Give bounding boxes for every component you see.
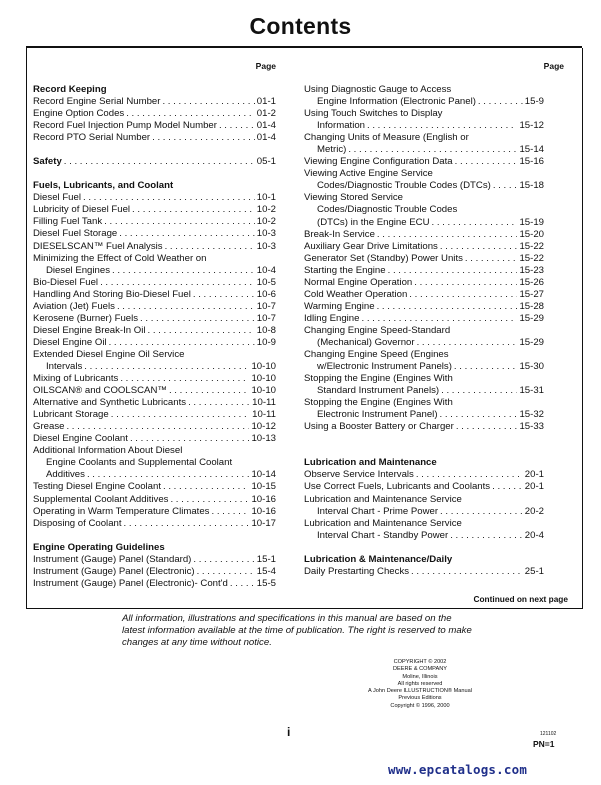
- toc-entry[interactable]: [304, 397, 544, 409]
- publication-notice: All information, illustrations and specifications in this manual are based on the latest information available at the time of publication. The right is reserved to make changes at any time without notice.: [122, 613, 472, 648]
- toc-entry-page: 10-5: [256, 276, 276, 288]
- copyright-line: All rights reserved: [397, 680, 443, 687]
- toc-entry[interactable]: [304, 373, 544, 385]
- dot-leader: [117, 301, 255, 313]
- toc-entry-page: 15-5: [256, 577, 276, 589]
- toc-entry[interactable]: [33, 566, 276, 578]
- toc-section-heading[interactable]: [33, 542, 276, 554]
- toc-entry[interactable]: [33, 120, 276, 132]
- toc-entry-title: Viewing Engine Configuration Data: [304, 156, 453, 168]
- toc-section-heading[interactable]: [304, 457, 544, 469]
- toc-entry-page: 10-16: [251, 505, 276, 517]
- toc-entry-title: OILSCAN® and COOLSCAN™: [33, 385, 167, 397]
- toc-entry-page: 01-2: [256, 108, 276, 120]
- dot-leader: [100, 277, 255, 289]
- dot-leader: [478, 96, 523, 108]
- toc-entry-title: Engine Option Codes: [33, 108, 125, 120]
- copyright-line: Previous Editions: [398, 695, 442, 702]
- toc-entry-title: Use Correct Fuels, Lubricants and Coolants: [304, 481, 491, 493]
- toc-entry-page: 15-4: [256, 565, 276, 577]
- toc-entry[interactable]: [304, 530, 544, 542]
- dot-leader: [409, 289, 517, 301]
- toc-entry-page: 10-10: [251, 373, 276, 385]
- toc-entry-page: 15-14: [519, 144, 544, 156]
- page-number: i: [287, 725, 291, 739]
- toc-entry-title: Alternative and Synthetic Lubricants: [33, 397, 187, 409]
- toc-entry-page: 10-17: [251, 517, 276, 529]
- toc-entry-title: Record Fuel Injection Pump Model Number: [33, 120, 217, 132]
- toc-entry[interactable]: [33, 132, 276, 144]
- toc-entry-page: 10-11: [252, 409, 276, 421]
- toc-entry[interactable]: [304, 566, 544, 578]
- toc-entry[interactable]: [304, 217, 544, 229]
- toc-entry-title: Diesel Engine Coolant: [33, 433, 128, 445]
- toc-entry-title: Information: [317, 120, 365, 132]
- toc-entry-page: 10-9: [256, 336, 276, 348]
- toc-entry-title: Changing Engine Speed (Engines: [304, 349, 449, 361]
- left-toc-list: [33, 84, 276, 590]
- toc-entry-title: Observe Service Intervals: [304, 469, 414, 481]
- dot-leader: [197, 566, 255, 578]
- toc-entry-title: Minimizing the Effect of Cold Weather on: [33, 252, 207, 264]
- section-gap: [304, 542, 544, 554]
- toc-entry-page: 20-2: [524, 505, 544, 517]
- toc-entry[interactable]: [304, 180, 544, 192]
- toc-entry[interactable]: [33, 506, 276, 518]
- toc-entry-title: Diesel Engine Oil: [33, 336, 107, 348]
- toc-entry[interactable]: [33, 481, 276, 493]
- dot-leader: [163, 481, 249, 493]
- toc-entry[interactable]: [33, 289, 276, 301]
- toc-entry[interactable]: [304, 253, 544, 265]
- toc-entry-title: Standard Instrument Panels): [317, 385, 440, 397]
- dot-leader: [188, 397, 250, 409]
- toc-entry-title: Metric): [317, 144, 347, 156]
- toc-entry-page: 10-15: [251, 481, 276, 493]
- dot-leader: [87, 469, 250, 481]
- dot-leader: [440, 506, 523, 518]
- toc-entry[interactable]: [33, 265, 276, 277]
- toc-entry-page: 10-10: [251, 385, 276, 397]
- toc-entry-title: Daily Prestarting Checks: [304, 565, 410, 577]
- toc-entry-title: Using Diagnostic Gauge to Access: [304, 84, 452, 95]
- dot-leader: [432, 217, 518, 229]
- toc-entry-title: Idling Engine: [304, 312, 360, 324]
- toc-entry[interactable]: [33, 337, 276, 349]
- toc-entry[interactable]: [33, 325, 276, 337]
- toc-entry[interactable]: [304, 325, 544, 337]
- toc-entry-title: w/Electronic Instrument Panels): [317, 361, 452, 373]
- dot-leader: [111, 409, 250, 421]
- dot-leader: [124, 518, 250, 530]
- toc-entry-page: 01-4: [256, 132, 276, 144]
- toc-entry[interactable]: [33, 494, 276, 506]
- toc-entry-title: Lubrication and Maintenance: [304, 457, 437, 469]
- toc-entry[interactable]: [33, 216, 276, 228]
- toc-entry[interactable]: [33, 554, 276, 566]
- dot-leader: [169, 385, 249, 397]
- dot-leader: [492, 481, 523, 493]
- toc-entry-page: 10-1: [256, 192, 276, 204]
- dot-leader: [417, 337, 518, 349]
- toc-section-heading[interactable]: [33, 84, 276, 96]
- page-title: Contents: [249, 13, 352, 39]
- toc-entry-page: 15-32: [519, 409, 544, 421]
- toc-entry-title: Engine Coolants and Supplemental Coolant: [46, 457, 233, 469]
- section-gap: [33, 530, 276, 542]
- dot-leader: [66, 421, 249, 433]
- dot-leader: [152, 132, 255, 144]
- toc-entry-title: (DTCs) in the Engine ECU: [317, 216, 430, 228]
- toc-entry-title: Engine Information (Electronic Panel): [317, 96, 476, 108]
- toc-entry[interactable]: [304, 144, 544, 156]
- toc-entry-title: Using Touch Switches to Display: [304, 108, 443, 120]
- dot-leader: [211, 506, 249, 518]
- toc-entry[interactable]: [33, 241, 276, 253]
- toc-entry[interactable]: [33, 313, 276, 325]
- dot-leader: [455, 156, 518, 168]
- toc-entry[interactable]: [304, 156, 544, 168]
- toc-entry-page: 10-12: [251, 421, 276, 433]
- toc-entry-page: 10-11: [252, 397, 276, 409]
- toc-entry[interactable]: [33, 301, 276, 313]
- toc-entry-title: (Mechanical) Governor: [317, 336, 415, 348]
- toc-entry[interactable]: [33, 469, 276, 481]
- dot-leader: [361, 313, 517, 325]
- toc-entry-page: 20-1: [524, 469, 544, 481]
- toc-entry-title: Using a Booster Battery or Charger: [304, 421, 454, 433]
- toc-entry[interactable]: [304, 494, 544, 506]
- toc-entry-title: Disposing of Coolant: [33, 517, 122, 529]
- toc-entry[interactable]: [304, 409, 544, 421]
- dot-leader: [104, 216, 255, 228]
- toc-entry[interactable]: [304, 301, 544, 313]
- toc-entry[interactable]: [33, 96, 276, 108]
- toc-entry-page: 15-29: [519, 312, 544, 324]
- toc-entry[interactable]: [304, 481, 544, 493]
- dot-leader: [112, 265, 255, 277]
- toc-entry[interactable]: [33, 578, 276, 590]
- toc-entry[interactable]: [33, 253, 276, 265]
- dot-leader: [465, 253, 518, 265]
- toc-entry-page: 15-28: [519, 300, 544, 312]
- toc-entry[interactable]: [304, 313, 544, 325]
- toc-entry-page: 10-2: [256, 204, 276, 216]
- toc-entry-page: 15-9: [524, 96, 544, 108]
- toc-entry-title: Diesel Engines: [46, 264, 110, 276]
- toc-entry[interactable]: [304, 506, 544, 518]
- toc-entry-page: 15-22: [519, 252, 544, 264]
- toc-entry[interactable]: [304, 120, 544, 132]
- toc-entry[interactable]: [304, 289, 544, 301]
- toc-entry-title: Changing Units of Measure (English or: [304, 132, 469, 144]
- toc-entry-title: Lubricity of Diesel Fuel: [33, 204, 131, 216]
- toc-entry-title: Instrument (Gauge) Panel (Electronic): [33, 565, 195, 577]
- toc-entry-title: Supplemental Coolant Additives: [33, 493, 169, 505]
- toc-entry-title: Viewing Active Engine Service: [304, 168, 433, 180]
- dot-leader: [440, 241, 518, 253]
- toc-entry-title: Intervals: [46, 360, 83, 372]
- toc-entry[interactable]: [304, 361, 544, 373]
- toc-entry-page: 15-33: [519, 421, 544, 433]
- toc-entry-page: 15-20: [519, 228, 544, 240]
- toc-entry-page: 15-30: [519, 361, 544, 373]
- toc-entry-title: Lubrication and Maintenance Service: [304, 493, 462, 505]
- toc-entry-page: 15-23: [519, 264, 544, 276]
- toc-entry[interactable]: [304, 132, 544, 144]
- dot-leader: [130, 433, 250, 445]
- toc-entry-title: Instrument (Gauge) Panel (Electronic)- Cont'd: [33, 577, 228, 589]
- toc-entry-title: Interval Chart - Standby Power: [317, 529, 449, 541]
- toc-entry-title: Generator Set (Standby) Power Units: [304, 252, 463, 264]
- dot-leader: [109, 337, 255, 349]
- toc-entry[interactable]: [33, 433, 276, 445]
- toc-entry-title: Handling And Storing Bio-Diesel Fuel: [33, 288, 191, 300]
- toc-entry-page: 05-1: [256, 156, 276, 168]
- toc-entry-title: Extended Diesel Engine Oil Service: [33, 348, 185, 360]
- toc-entry-title: Break-In Service: [304, 228, 375, 240]
- dot-leader: [414, 277, 517, 289]
- toc-entry-page: 15-19: [519, 216, 544, 228]
- dot-leader: [348, 144, 517, 156]
- dot-leader: [456, 421, 518, 433]
- toc-entry-page: 20-4: [524, 529, 544, 541]
- toc-entry-title: Grease: [33, 421, 65, 433]
- dot-leader: [441, 385, 517, 397]
- toc-entry[interactable]: [33, 228, 276, 240]
- dot-leader: [230, 578, 255, 590]
- toc-entry-page: 15-16: [519, 156, 544, 168]
- toc-entry[interactable]: [33, 192, 276, 204]
- dot-leader: [377, 229, 518, 241]
- dot-leader: [454, 361, 518, 373]
- dot-leader: [170, 494, 249, 506]
- toc-entry-page: 01-4: [256, 120, 276, 132]
- toc-entry[interactable]: [33, 385, 276, 397]
- toc-entry-title: Operating in Warm Temperature Climates: [33, 505, 210, 517]
- toc-entry-title: Record Keeping: [33, 84, 107, 95]
- toc-entry-page: 10-7: [256, 312, 276, 324]
- toc-entry[interactable]: [304, 277, 544, 289]
- toc-entry[interactable]: [304, 349, 544, 361]
- toc-entry-page: 10-3: [256, 228, 276, 240]
- right-toc-list: [304, 84, 544, 578]
- watermark-url: www.epcatalogs.com: [388, 762, 528, 777]
- dot-leader: [148, 325, 255, 337]
- toc-entry-page: 20-1: [524, 481, 544, 493]
- toc-entry-page: 10-6: [256, 288, 276, 300]
- dot-leader: [119, 228, 255, 240]
- section-gap: [33, 168, 276, 180]
- dot-leader: [219, 120, 255, 132]
- toc-entry-page: 15-18: [519, 180, 544, 192]
- dot-leader: [193, 554, 254, 566]
- dot-leader: [493, 180, 518, 192]
- dot-leader: [162, 96, 254, 108]
- contents-box: [26, 48, 583, 609]
- toc-entry[interactable]: [304, 421, 544, 433]
- dot-leader: [83, 192, 255, 204]
- toc-entry-title: Starting the Engine: [304, 264, 386, 276]
- dot-leader: [388, 265, 518, 277]
- toc-entry[interactable]: [33, 373, 276, 385]
- toc-entry-title: Codes/Diagnostic Trouble Codes (DTCs): [317, 180, 491, 192]
- toc-entry[interactable]: [33, 518, 276, 530]
- toc-entry-title: Stopping the Engine (Engines With: [304, 373, 453, 385]
- toc-entry-title: Safety: [33, 156, 62, 168]
- toc-entry-page: 10-4: [256, 264, 276, 276]
- toc-entry[interactable]: [33, 349, 276, 361]
- toc-entry-title: Warming Engine: [304, 300, 375, 312]
- toc-entry-title: Electronic Instrument Panel): [317, 409, 438, 421]
- toc-entry-title: Normal Engine Operation: [304, 276, 413, 288]
- toc-entry[interactable]: [304, 192, 544, 204]
- dot-leader: [140, 313, 255, 325]
- page-column-header: Page: [255, 61, 276, 71]
- toc-section-heading[interactable]: [304, 554, 544, 566]
- toc-entry-page: 15-22: [519, 240, 544, 252]
- toc-entry-title: DIESELSCAN™ Fuel Analysis: [33, 240, 163, 252]
- toc-entry-title: Diesel Engine Break-In Oil: [33, 324, 146, 336]
- toc-entry-title: Fuels, Lubricants, and Coolant: [33, 180, 174, 192]
- copyright-line: A John Deere ILLUSTRUCTION® Manual: [368, 688, 472, 695]
- toc-entry-title: Lubrication & Maintenance/Daily: [304, 553, 453, 565]
- toc-entry-page: 10-8: [256, 324, 276, 336]
- toc-entry-title: Stopping the Engine (Engines With: [304, 397, 453, 409]
- section-gap: [304, 433, 544, 445]
- toc-entry-title: Additives: [46, 469, 85, 481]
- toc-entry[interactable]: [33, 409, 276, 421]
- toc-entry[interactable]: [33, 361, 276, 373]
- toc-entry-title: Additional Information About Diesel: [33, 445, 183, 457]
- toc-entry[interactable]: [304, 96, 544, 108]
- toc-entry[interactable]: [304, 469, 544, 481]
- dot-leader: [64, 156, 255, 168]
- toc-entry-title: Filling Fuel Tank: [33, 216, 103, 228]
- toc-entry-page: 15-1: [256, 553, 276, 565]
- toc-entry[interactable]: [304, 241, 544, 253]
- dot-leader: [193, 289, 255, 301]
- toc-entry-title: Viewing Stored Service: [304, 192, 404, 204]
- copyright-line: Copyright © 1996, 2000: [390, 702, 450, 709]
- copyright-block: [340, 659, 500, 710]
- toc-entry-title: Record Engine Serial Number: [33, 96, 161, 108]
- toc-entry[interactable]: [33, 457, 276, 469]
- toc-entry-title: Diesel Fuel: [33, 192, 81, 204]
- toc-entry[interactable]: [304, 265, 544, 277]
- toc-entry-page: 10-2: [256, 216, 276, 228]
- dot-leader: [450, 530, 523, 542]
- section-gap: [33, 144, 276, 156]
- toc-entry-title: Codes/Diagnostic Trouble Codes: [317, 204, 458, 216]
- pn-label: PN=1: [533, 739, 555, 749]
- toc-entry[interactable]: [33, 204, 276, 216]
- toc-entry-title: Auxiliary Gear Drive Limitations: [304, 240, 438, 252]
- toc-entry[interactable]: [304, 204, 544, 216]
- toc-entry-page: 15-27: [519, 288, 544, 300]
- toc-entry-page: 15-26: [519, 276, 544, 288]
- toc-section-heading[interactable]: [33, 180, 276, 192]
- toc-entry-page: 15-31: [519, 385, 544, 397]
- toc-entry-page: 10-14: [251, 469, 276, 481]
- dot-leader: [84, 361, 249, 373]
- dot-leader: [377, 301, 518, 313]
- toc-entry-title: Lubricant Storage: [33, 409, 109, 421]
- copyright-line: DEERE & COMPANY: [393, 666, 447, 673]
- toc-entry-page: 10-13: [251, 433, 276, 445]
- toc-entry[interactable]: [33, 445, 276, 457]
- toc-entry-page: 10-7: [256, 300, 276, 312]
- toc-entry-title: Interval Chart - Prime Power: [317, 505, 439, 517]
- toc-entry-title: Kerosene (Burner) Fuels: [33, 312, 139, 324]
- toc-entry-title: Testing Diesel Engine Coolant: [33, 481, 161, 493]
- toc-entry[interactable]: [33, 397, 276, 409]
- toc-section-heading[interactable]: [33, 156, 276, 168]
- copyright-line: Moline, Illinois: [402, 673, 438, 680]
- toc-entry-title: Mixing of Lubricants: [33, 373, 119, 385]
- toc-entry-page: 10-3: [256, 240, 276, 252]
- section-gap: [304, 445, 544, 457]
- toc-entry[interactable]: [304, 518, 544, 530]
- dot-leader: [411, 566, 523, 578]
- dot-leader: [440, 409, 518, 421]
- dot-leader: [132, 204, 255, 216]
- toc-entry-title: Changing Engine Speed-Standard: [304, 324, 451, 336]
- toc-entry[interactable]: [304, 168, 544, 180]
- toc-entry-title: Instrument (Gauge) Panel (Standard): [33, 553, 192, 565]
- toc-entry[interactable]: [33, 421, 276, 433]
- dot-leader: [120, 373, 249, 385]
- toc-entry[interactable]: [33, 277, 276, 289]
- toc-entry-title: Lubrication and Maintenance Service: [304, 517, 462, 529]
- toc-entry-page: 25-1: [524, 565, 544, 577]
- toc-entry[interactable]: [304, 84, 544, 96]
- toc-entry-title: Record PTO Serial Number: [33, 132, 151, 144]
- toc-entry[interactable]: [33, 108, 276, 120]
- toc-entry[interactable]: [304, 108, 544, 120]
- toc-entry-title: Bio-Diesel Fuel: [33, 276, 99, 288]
- toc-entry-title: Cold Weather Operation: [304, 288, 408, 300]
- toc-entry-title: Diesel Fuel Storage: [33, 228, 118, 240]
- toc-entry[interactable]: [304, 337, 544, 349]
- toc-entry-page: 10-16: [251, 493, 276, 505]
- toc-entry[interactable]: [304, 385, 544, 397]
- toc-entry-page: 15-12: [519, 120, 544, 132]
- document-code: 121102: [540, 731, 557, 737]
- dot-leader: [367, 120, 517, 132]
- toc-entry-page: 15-29: [519, 336, 544, 348]
- toc-entry[interactable]: [304, 229, 544, 241]
- dot-leader: [126, 108, 255, 120]
- toc-entry-page: 01-1: [256, 96, 276, 108]
- copyright-line: COPYRIGHT © 2002: [393, 659, 447, 665]
- toc-entry-page: 10-10: [251, 360, 276, 372]
- toc-entry-title: Engine Operating Guidelines: [33, 541, 165, 553]
- dot-leader: [165, 241, 255, 253]
- dot-leader: [416, 469, 523, 481]
- toc-entry-title: Aviation (Jet) Fuels: [33, 300, 115, 312]
- continued-note: Continued on next page: [473, 594, 568, 604]
- page-column-header: Page: [543, 61, 564, 71]
